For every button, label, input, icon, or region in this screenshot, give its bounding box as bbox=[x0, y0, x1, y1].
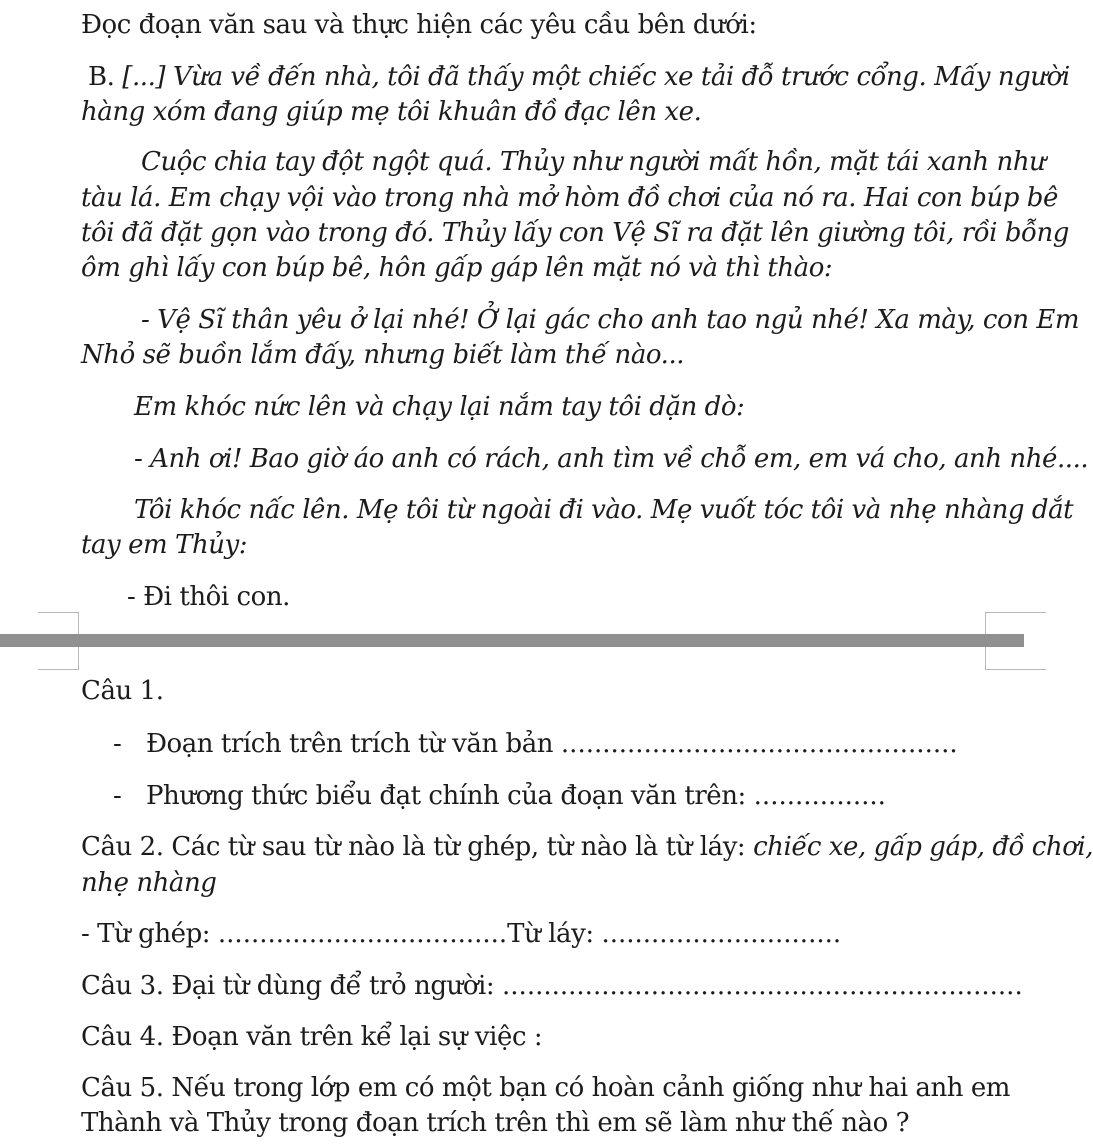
question-1-item-2 bbox=[146, 779, 886, 813]
passage-line: Tôi khóc nấc lên. Mẹ tôi từ ngoài đi vào. Mẹ vuốt tóc tôi và nhẹ nhàng dắt bbox=[134, 495, 1074, 525]
passage-text: [...] Vừa về đến nhà, tôi đã thấy một chiếc xe tải đỗ trước cổng. Mấy người bbox=[122, 62, 1070, 92]
passage-line: - Vệ Sĩ thân yêu ở lại nhé! Ở lại gác cho anh tao ngủ nhé! Xa mày, con Em bbox=[141, 305, 1080, 335]
question-1-item-1-text: Đoạn trích trên trích từ văn bản bbox=[146, 729, 561, 759]
question-1-item-1 bbox=[146, 727, 958, 761]
passage-line: hàng xóm đang giúp mẹ tôi khuân đồ đạc lên xe. bbox=[81, 97, 702, 127]
tu-lay-label: Từ láy: bbox=[507, 919, 602, 949]
question-1-item-2-text: Phương thức biểu đạt chính của đoạn văn trên: bbox=[146, 781, 754, 811]
question-3-line bbox=[81, 969, 1023, 1003]
passage-line: - Anh ơi! Bao giờ áo anh có rách, anh tìm về chỗ em, em vá cho, anh nhé.... bbox=[134, 444, 1089, 474]
passage-line: - Đi thôi con. bbox=[127, 582, 290, 612]
page-break-separator bbox=[0, 634, 1024, 647]
answer-blank[interactable]: ................................... bbox=[217, 919, 508, 949]
question-4-line: Câu 4. Đoạn văn trên kể lại sự việc : bbox=[81, 1022, 543, 1052]
question-2-text: Câu 2. Các từ sau từ nào là từ ghép, từ nào là từ láy: bbox=[81, 832, 754, 862]
passage-line: tôi đã đặt gọn vào trong đó. Thủy lấy con Vệ Sĩ ra đặt lên giường tôi, rồi bỗng bbox=[81, 218, 1069, 248]
question-5-line-cont: Thành và Thủy trong đoạn trích trên thì em sẽ làm như thế nào ? bbox=[81, 1108, 910, 1138]
answer-blank[interactable]: ............................................................... bbox=[502, 971, 1023, 1001]
question-2-answer-line bbox=[81, 917, 841, 951]
bullet-dash: - bbox=[113, 729, 122, 759]
question-2-line bbox=[81, 830, 1093, 864]
passage-line: Cuộc chia tay đột ngột quá. Thủy như người mất hồn, mặt tái xanh như bbox=[141, 147, 1046, 177]
passage-label: B. bbox=[88, 62, 123, 92]
passage-line: tàu lá. Em chạy vội vào trong nhà mở hòm đồ chơi của nó ra. Hai con búp bê bbox=[81, 183, 1058, 213]
question-2-words-cont: nhẹ nhàng bbox=[81, 868, 217, 898]
passage-line bbox=[88, 60, 1070, 94]
question-5-line: Câu 5. Nếu trong lớp em có một bạn có hoàn cảnh giống như hai anh em bbox=[81, 1073, 1011, 1103]
instruction-line: Đọc đoạn văn sau và thực hiện các yêu cầu bên dưới: bbox=[81, 10, 757, 40]
passage-line: ôm ghì lấy con búp bê, hôn gấp gáp lên mặt nó và thì thào: bbox=[81, 253, 833, 283]
answer-blank[interactable]: ............................. bbox=[601, 919, 842, 949]
bullet-dash: - bbox=[113, 781, 122, 811]
passage-line: Nhỏ sẽ buồn lắm đấy, nhưng biết làm thế nào... bbox=[81, 340, 685, 370]
question-3-text: Câu 3. Đại từ dùng để trỏ người: bbox=[81, 971, 503, 1001]
question-1-title: Câu 1. bbox=[81, 676, 164, 706]
answer-blank[interactable]: ................ bbox=[753, 781, 886, 811]
tu-ghep-label: - Từ ghép: bbox=[81, 919, 218, 949]
passage-line: Em khóc nức lên và chạy lại nắm tay tôi dặn dò: bbox=[134, 392, 745, 422]
answer-blank[interactable]: ................................................ bbox=[560, 729, 958, 759]
passage-line: tay em Thủy: bbox=[81, 530, 248, 560]
question-2-words: chiếc xe, gấp gáp, đồ chơi, bbox=[753, 832, 1093, 862]
